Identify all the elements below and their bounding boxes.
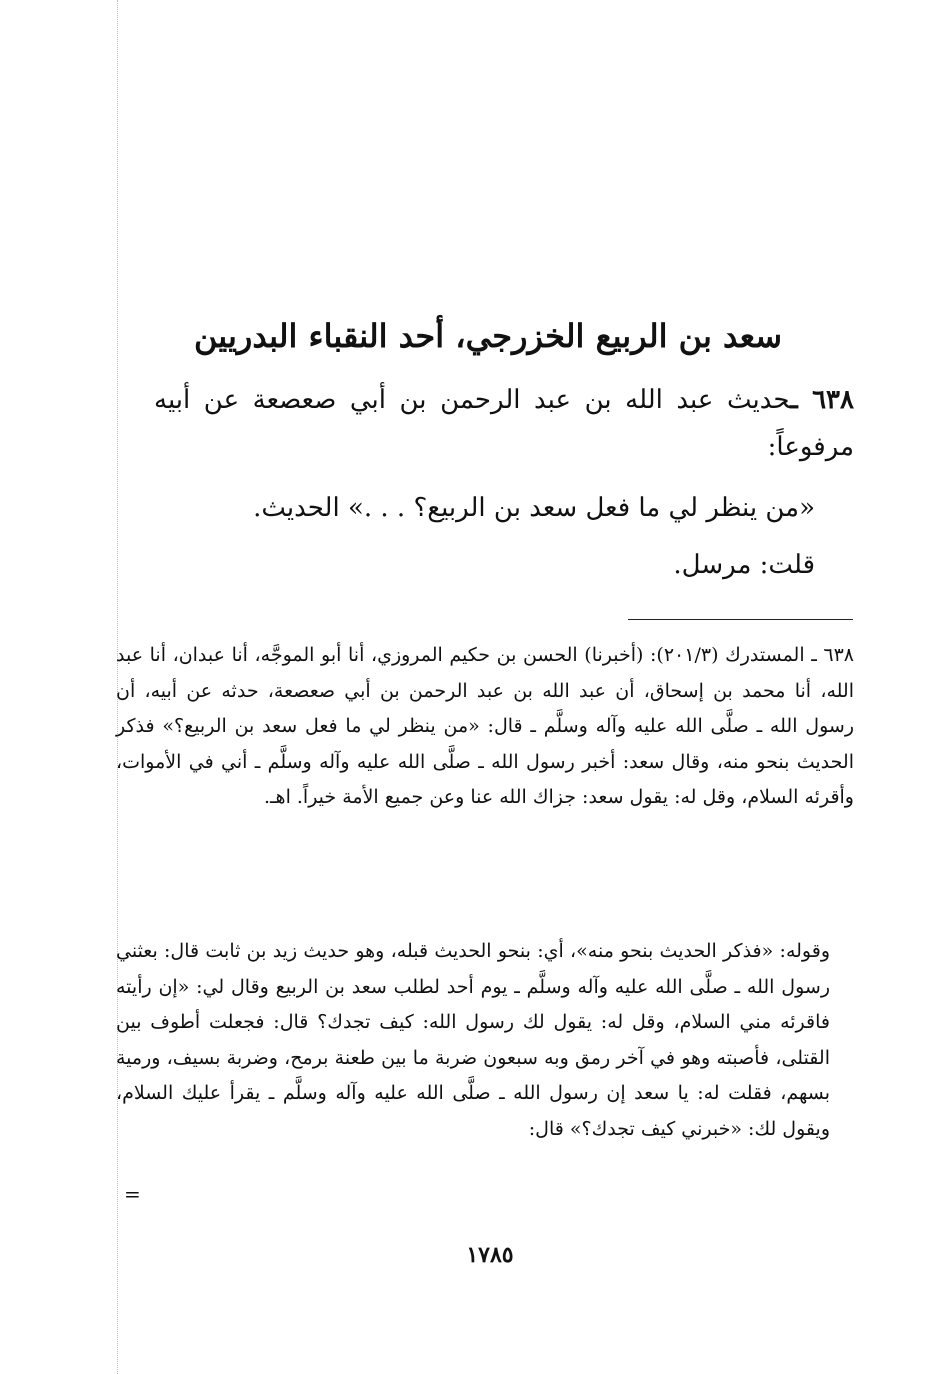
footnote-paragraph-2: وقوله: «فذكر الحديث بنحو منه»، أي: بنحو الحديث قبله، وهو حديث زيد بن ثابت قال: بعثني رسول الله ـ صلَّى الله عليه وآله وسلَّم ـ يوم أحد لطلب سعد بن الربيع وقال لي: «إن رأيته فاقرئه مني السلام، وقل له: يقول لك رسول الله: كيف تجدك؟ قال: فجعلت أطوف بين القتلى، فأصبته وهو في آخر رمق وبه سبعون ضربة ما بين طعنة برمح، وضربة بسيف، ورمية بسهم، فقلت له: يا سعد إن رسول الله ـ صلَّى الله عليه وآله وسلَّم ـ يقرأ عليك السلام، ويقول لك: «خبرني كيف تجدك؟» قال: xyxy=(116,940,830,1140)
entry-number: ٦٣٨ ـ xyxy=(790,385,854,415)
page-number: ١٧٨٥ xyxy=(466,1242,514,1268)
hadith-quote: «من ينظر لي ما فعل سعد بن الربيع؟ . . .» الحديث. xyxy=(253,493,815,523)
author-note: قلت: مرسل. xyxy=(673,550,815,580)
entry-text: حديث عبد الله بن عبد الرحمن بن أبي صعصعة عن أبيه مرفوعاً: xyxy=(154,385,854,462)
continuation-mark: = xyxy=(124,1182,141,1206)
footnote-paragraph-1 xyxy=(116,638,854,816)
footnote-number: ٦٣٨ ـ xyxy=(811,644,854,666)
footnote-text-1: المستدرك (٢٠١/٣): (أخبرنا) الحسن بن حكيم المروزي، أنا أبو الموجَّه، أنا عبدان، أنا عبد الله، أنا محمد بن إسحاق، أن عبد الله بن عبد الرحمن بن أبي صعصعة، حدثه عن أبيه، أن رسول الله ـ صلَّى الله عليه وآله وسلَّم ـ قال: «من ينظر لي ما فعل سعد بن الربيع؟» فذكر الحديث بنحو منه، وقال سعد: أخبر رسول الله ـ صلَّى الله عليه وآله وسلَّم ـ أني في الأموات، وأقرئه السلام، وقل له: يقول سعد: جزاك الله عنا وعن جميع الأمة خيراً. اهـ. xyxy=(116,644,854,808)
main-entry xyxy=(154,377,854,471)
footnote-separator xyxy=(628,619,853,620)
section-title: سعد بن الربيع الخزرجي، أحد النقباء البدريين xyxy=(193,317,783,355)
